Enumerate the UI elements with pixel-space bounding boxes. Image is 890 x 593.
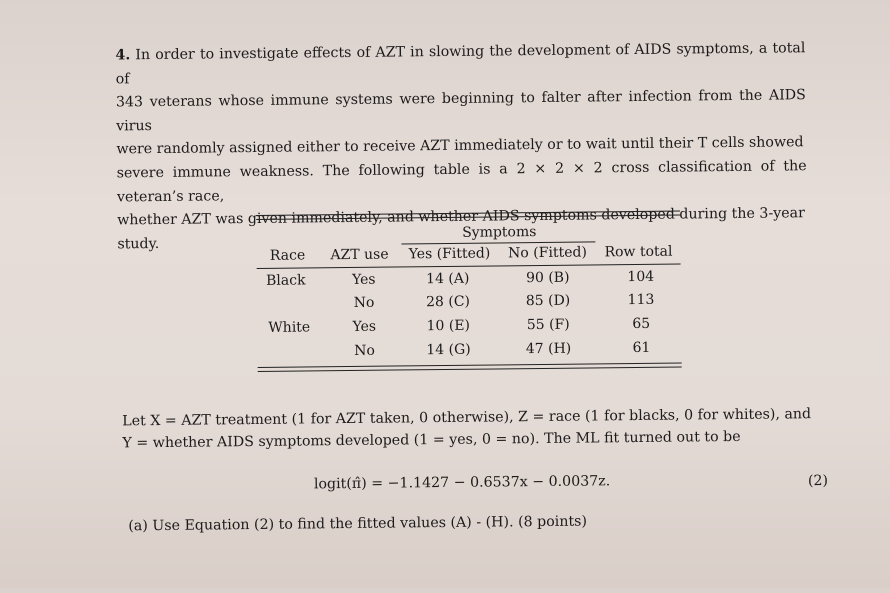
- azt-cell: No: [329, 294, 399, 311]
- total-cell: 65: [603, 316, 679, 333]
- yes-cell: 14 (G): [401, 341, 495, 358]
- intro-line-4: severe immune weakness. The following table is a 2 × 2 × 2 cross classification of the veteran’s race,: [117, 155, 807, 209]
- question-a: (a) Use Equation (2) to find the fitted values (A) - (H). (8 points): [128, 514, 587, 535]
- azt-cell: Yes: [329, 271, 399, 288]
- no-cell: 55 (F): [501, 316, 595, 333]
- total-cell: 113: [603, 292, 679, 309]
- variable-definitions: [122, 403, 822, 454]
- yes-cell: 10 (E): [401, 317, 495, 334]
- col-header-no-fitted: No (Fitted): [500, 244, 594, 261]
- no-cell: 85 (D): [501, 292, 595, 309]
- yes-cell: 14 (A): [401, 270, 495, 287]
- azt-cell: No: [329, 342, 399, 359]
- col-header-azt-use: AZT use: [324, 247, 394, 264]
- logit-equation: logit(π̂) = −1.1427 − 0.6537x − 0.0037z.: [314, 473, 610, 492]
- intro-line-5: whether AZT was given immediately, and whether AIDS symptoms developed during the 3-year: [117, 202, 807, 233]
- col-header-race: Race: [266, 247, 308, 263]
- yes-cell: 28 (C): [401, 293, 495, 310]
- symptoms-group-header: Symptoms: [403, 223, 595, 241]
- no-cell: 47 (H): [501, 340, 595, 357]
- table-bottom-rule: [258, 363, 682, 372]
- intro-line-1: 4. In order to investigate effects of AZT in slowing the development of AIDS symptoms, a total of: [115, 37, 805, 91]
- bleed-through-text: [153, 543, 156, 559]
- definition-line-2: Y = whether AIDS symptoms developed (1 = yes, 0 = no). The ML fit turned out to be: [122, 425, 822, 454]
- no-cell: 90 (B): [501, 269, 595, 286]
- race-cell: White: [265, 319, 313, 336]
- equation-number: (2): [808, 473, 828, 489]
- intro-line-2: 343 veterans whose immune systems were beginning to falter after infection from the AIDS virus: [116, 84, 806, 138]
- total-cell: 61: [603, 340, 679, 357]
- intro-line-6: study.: [117, 226, 807, 257]
- col-header-row-total: Row total: [600, 244, 676, 261]
- total-cell: 104: [603, 269, 679, 286]
- intro-line-3: were randomly assigned either to receive AZT immediately or to wait until their T cells showed: [116, 132, 806, 163]
- problem-number: 4.: [115, 47, 130, 63]
- header-rule: [257, 264, 681, 269]
- definition-line-1: Let X = AZT treatment (1 for AZT taken, 0 otherwise), Z = race (1 for blacks, 0 for whites), and: [122, 403, 822, 432]
- azt-cell: Yes: [329, 318, 399, 335]
- col-header-yes-fitted: Yes (Fitted): [402, 245, 496, 262]
- race-cell: Black: [265, 272, 307, 288]
